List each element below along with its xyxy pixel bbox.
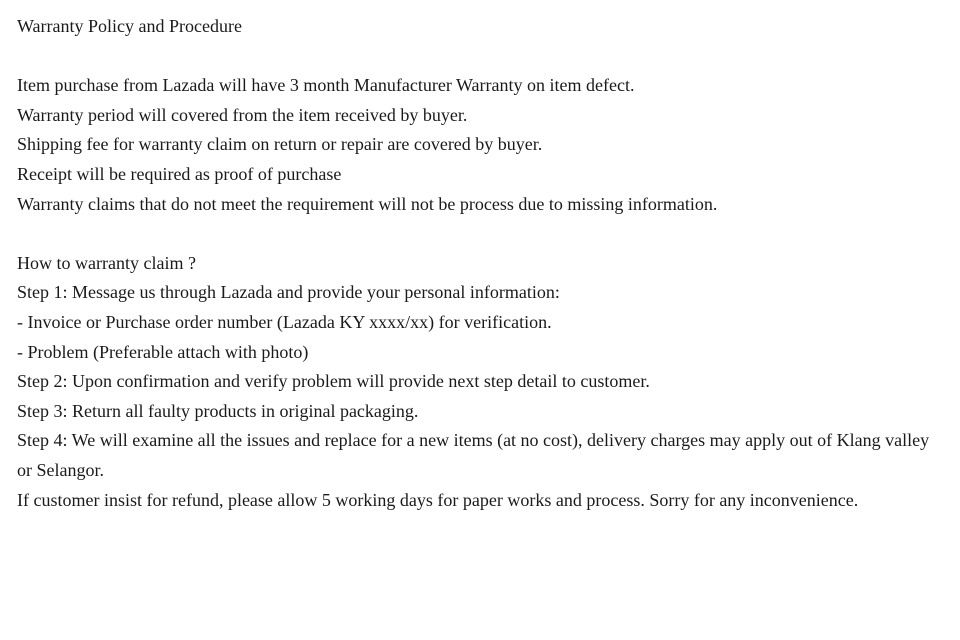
claim-step: Step 2: Upon confirmation and verify problem will provide next step detail to customer.: [17, 371, 650, 392]
policy-term: Shipping fee for warranty claim on return or repair are covered by buyer.: [17, 134, 543, 155]
claim-step: Step 1: Message us through Lazada and provide your personal information:: [17, 282, 560, 303]
blank-line: [17, 42, 937, 72]
page-title: Warranty Policy and Procedure: [17, 16, 242, 36]
claim-step: - Problem (Preferable attach with photo): [17, 341, 309, 362]
claim-step: Step 3: Return all faulty products in original packaging.: [17, 400, 419, 421]
claim-step: If customer insist for refund, please allow 5 working days for paper works and process. Sorry for any inconvenience.: [17, 489, 859, 510]
claim-steps: [17, 278, 937, 515]
policy-term: Receipt will be required as proof of purchase: [17, 163, 342, 184]
claim-step: Step 4: We will examine all the issues and replace for a new items (at no cost), delivery charges may apply out of Klang valley or Selangor.: [17, 430, 930, 480]
policy-term: Item purchase from Lazada will have 3 month Manufacturer Warranty on item defect.: [17, 75, 635, 96]
claim-heading: How to warranty claim ?: [17, 252, 196, 273]
policy-term: Warranty claims that do not meet the requirement will not be process due to missing information.: [17, 193, 718, 214]
blank-line: [17, 219, 937, 249]
claim-step: - Invoice or Purchase order number (Lazada KY xxxx/xx) for verification.: [17, 311, 552, 332]
warranty-document: [17, 12, 937, 515]
policy-terms: [17, 71, 937, 219]
policy-term: Warranty period will covered from the item received by buyer.: [17, 104, 468, 125]
